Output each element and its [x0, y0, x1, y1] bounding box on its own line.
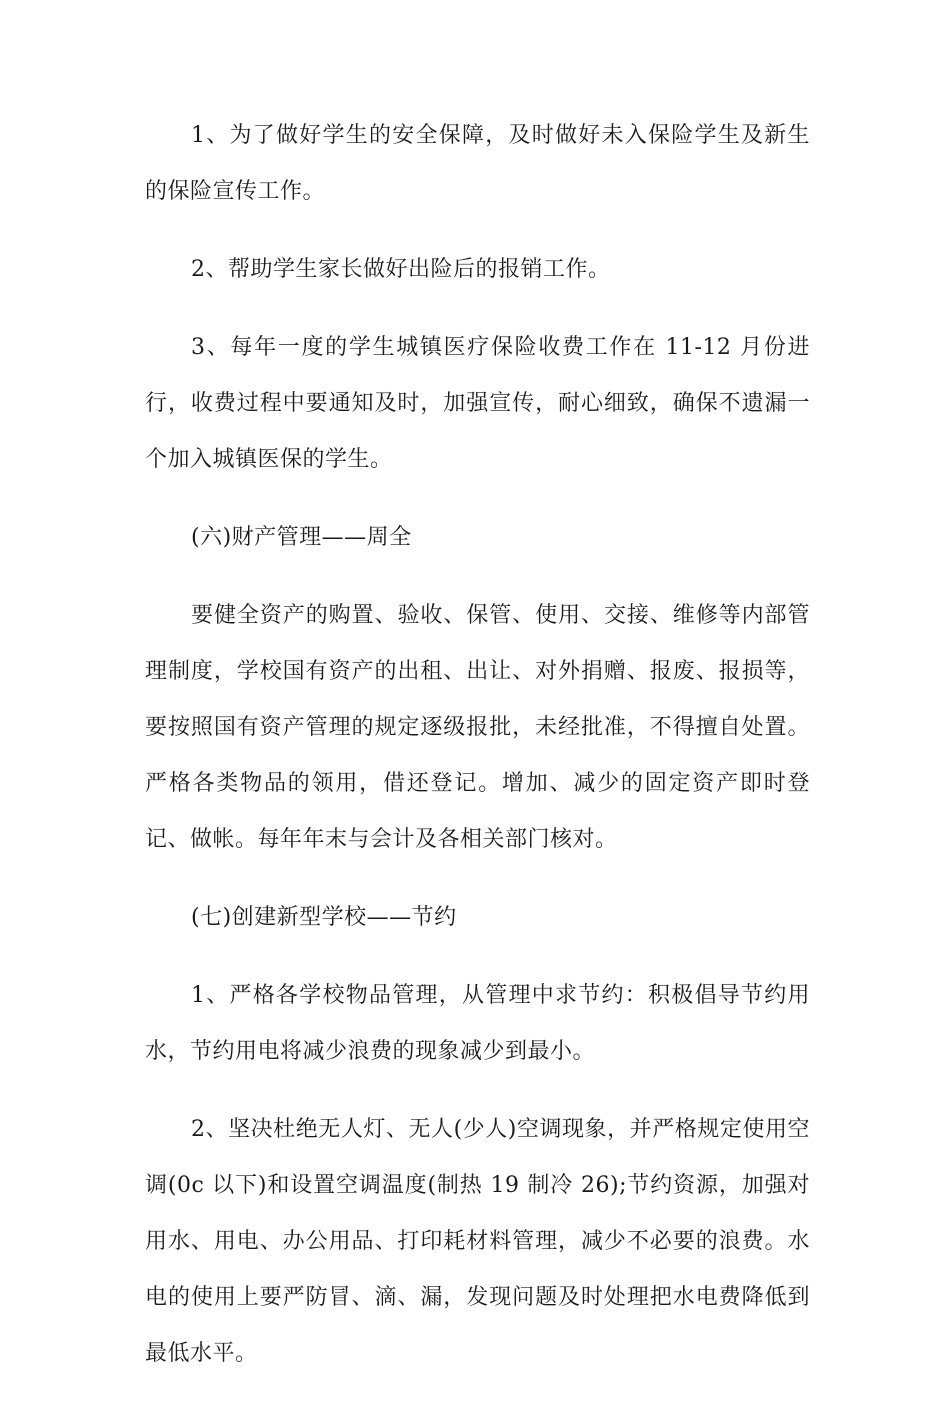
paragraph-reimbursement: 2、帮助学生家长做好出险后的报销工作。 — [191, 257, 611, 282]
paragraph-insurance-promotion: 1、为了做好学生的安全保障，及时做好未入保险学生及新生的保险宣传工作。 — [145, 123, 810, 204]
document-body — [145, 108, 810, 1404]
section-heading-frugal-school: (七)创建新型学校——节约 — [191, 905, 457, 930]
paragraph-medical-insurance-fee: 3、每年一度的学生城镇医疗保险收费工作在 11-12 月份进行，收费过程中要通知及时，加强宣传，耐心细致，确保不遗漏一个加入城镇医保的学生。 — [145, 335, 810, 472]
section-heading-property-management: (六)财产管理——周全 — [191, 525, 412, 550]
paragraph-asset-management: 要健全资产的购置、验收、保管、使用、交接、维修等内部管理制度，学校国有资产的出租、出让、对外捐赠、报废、报损等，要按照国有资产管理的规定逐级报批，未经批准，不得擅自处置。严格各类物品的领用，借还登记。增加、减少的固定资产即时登记、做帐。每年年末与会计及各相关部门核对。 — [145, 603, 810, 852]
paragraph-energy-saving: 2、坚决杜绝无人灯、无人(少人)空调现象，并严格规定使用空调(0c 以下)和设置空调温度(制热 19 制冷 26);节约资源，加强对用水、用电、办公用品、打印耗材料管理，减少不必要的浪费。水电的使用上要严防冒、滴、漏，发现问题及时处理把水电费降低到最低水平。 — [145, 1117, 810, 1366]
paragraph-item-management: 1、严格各学校物品管理，从管理中求节约：积极倡导节约用水，节约用电将减少浪费的现象减少到最小。 — [145, 983, 810, 1064]
